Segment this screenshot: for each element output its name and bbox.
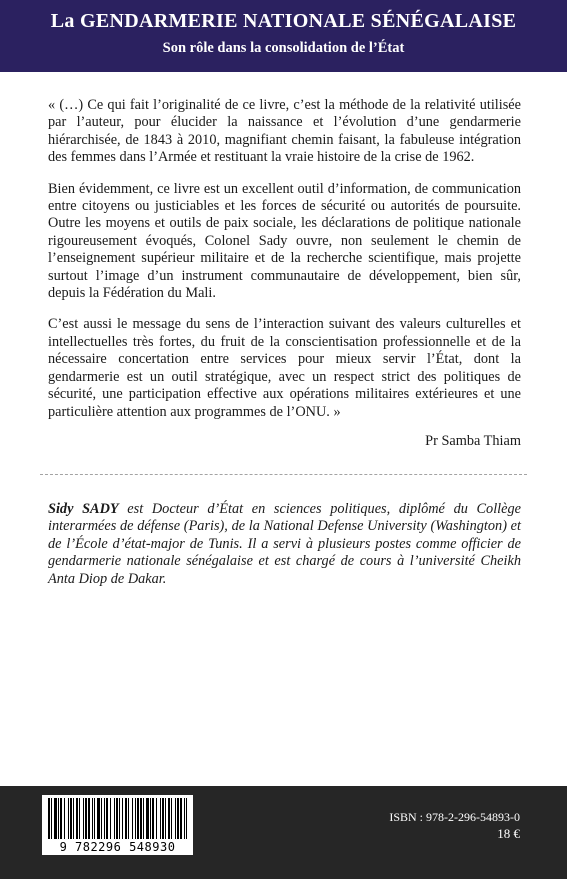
barcode-bar <box>73 798 74 839</box>
barcode-bar <box>122 798 123 839</box>
barcode-bar <box>70 798 72 839</box>
barcode-number: 9 782296 548930 <box>59 840 176 854</box>
back-cover-text <box>48 97 521 450</box>
barcode-bar <box>186 798 187 839</box>
barcode-bar <box>92 798 93 839</box>
author-bio-text: est Docteur d’État en sciences politiques, diplômé du Collège interarmées de défense (Paris), de la National Defense University (Washington) et de l’École d’état-major de Tunis. Il a servi à plusieurs postes comme officier de gendarmerie nationale sénégalaise et est chargé de cours à l’université Cheikh Anta Diop de Dakar. <box>48 501 521 587</box>
barcode-bars <box>48 798 187 839</box>
barcode-bar <box>140 798 142 839</box>
cover-header <box>0 0 567 72</box>
barcode-bar <box>150 798 151 839</box>
barcode-bar <box>177 798 179 839</box>
barcode-bar <box>110 798 111 839</box>
barcode-bar <box>68 798 69 839</box>
barcode-bar <box>79 798 80 839</box>
barcode-bar <box>119 798 120 839</box>
divider <box>40 474 527 475</box>
barcode-bar <box>76 798 78 839</box>
barcode-bar <box>64 798 65 839</box>
barcode-bar <box>137 798 139 839</box>
barcode-bar <box>143 798 144 839</box>
barcode-bar <box>135 798 136 839</box>
barcode-bar <box>85 798 87 839</box>
barcode-bar <box>156 798 157 839</box>
barcode-bar <box>83 798 84 839</box>
barcode-bar <box>175 798 176 839</box>
barcode-bar <box>171 798 172 839</box>
barcode <box>42 795 193 855</box>
barcode-bar <box>165 798 166 839</box>
barcode-bar <box>146 798 149 839</box>
author-name: Sidy SADY <box>48 501 119 517</box>
barcode-bar <box>125 798 127 839</box>
barcode-bar <box>88 798 90 839</box>
book-subtitle: Son rôle dans la consolidation de l’État <box>162 40 405 56</box>
paragraph-3: C’est aussi le message du sens de l’interaction suivant des valeurs culturelles et intellectuelles très fortes, du fruit de la conscientisation professionnelle et de la nécessaire concertation entre services pour mieux servir l’État, dont la gendarmerie est un outil stratégique, avec un respect strict des politiques de sécurité, une participation effective aux opérations militaires extérieures et une particulière attention aux programmes de l’ONU. » <box>48 316 521 420</box>
barcode-bar <box>101 798 102 839</box>
barcode-bar <box>104 798 105 839</box>
barcode-bar <box>180 798 182 839</box>
barcode-bar <box>106 798 108 839</box>
signature: Pr Samba Thiam <box>425 432 521 449</box>
barcode-bar <box>60 798 62 839</box>
paragraph-1: « (…) Ce qui fait l’originalité de ce livre, c’est la méthode de la relativité utilisée par l’auteur, pour élucider la naissance et l’évolution d’une gendarmerie hiérarchisée, de 1843 à 2010, magnifiant chemin faisant, la fabuleuse intégration des femmes dans l’Armée et restituant la vraie histoire de la crise de 1962. <box>48 97 521 166</box>
barcode-bar <box>132 798 133 839</box>
barcode-bar <box>152 798 154 839</box>
book-title: La GENDARMERIE NATIONALE SÉNÉGALAISE <box>50 10 517 32</box>
barcode-bar <box>48 798 50 839</box>
paragraph-2: Bien évidemment, ce livre est un excellent outil d’information, de communication entre citoyens ou justiciables et les forces de sécurité ou autorités de poursuite. Outre les moyens et outils de paix sociale, les déclarations de politique nationale rigoureusement évoqués, Colonel Sady ouvre, non seulement le chemin de l’enseignement supérieur militaire et de la recherche scientifique, mais projette surtout l’image d’un instrument communautaire de développement, bien sûr, depuis la Fédération du Mali. <box>48 180 521 302</box>
author-bio <box>48 501 521 588</box>
barcode-bar <box>94 798 95 839</box>
barcode-bar <box>51 798 52 839</box>
barcode-bar <box>116 798 118 839</box>
barcode-bar <box>162 798 164 839</box>
barcode-bar <box>168 798 170 839</box>
barcode-bar <box>160 798 161 839</box>
barcode-bar <box>58 798 59 839</box>
barcode-bar <box>128 798 129 839</box>
barcode-bar <box>184 798 185 839</box>
barcode-bar <box>97 798 100 839</box>
isbn: ISBN : 978-2-296-54893-0 <box>389 810 520 824</box>
barcode-bar <box>114 798 115 839</box>
barcode-bar <box>54 798 57 839</box>
price: 18 € <box>497 826 520 841</box>
